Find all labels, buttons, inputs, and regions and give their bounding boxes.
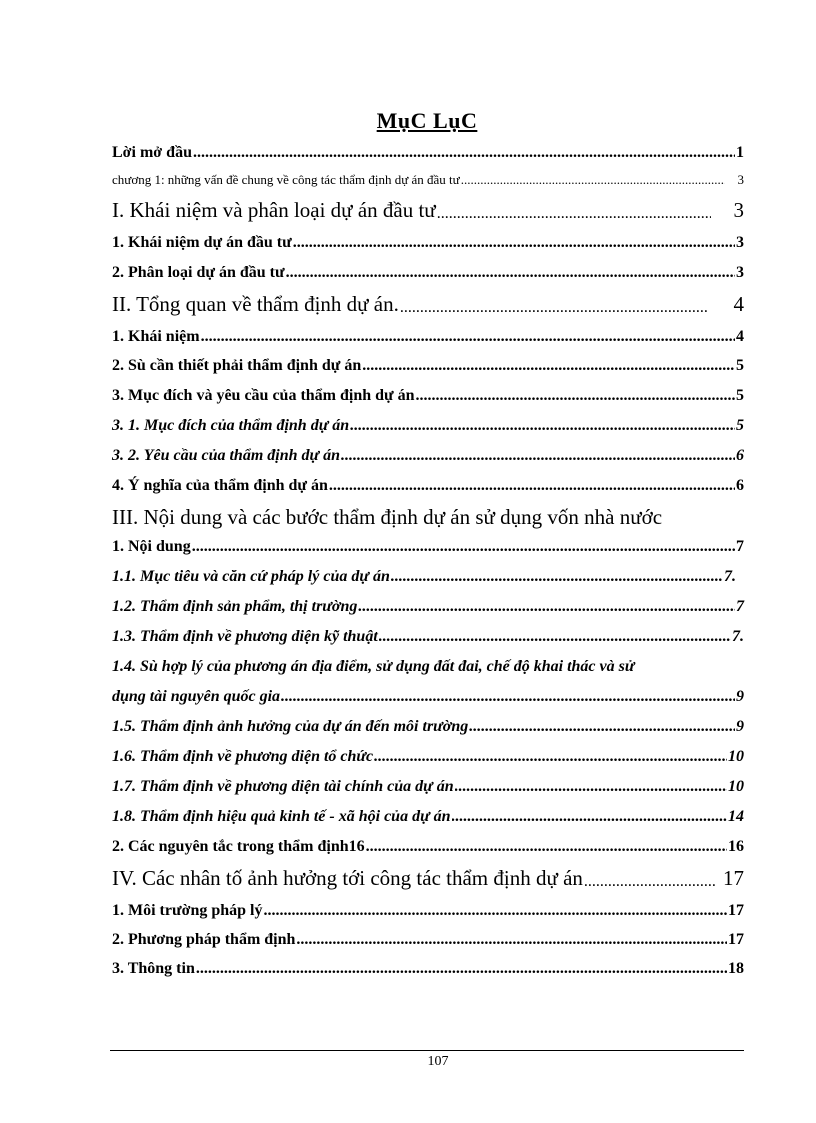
toc-entry-page: 6 [736,477,744,494]
toc-entry-label: 1.4. Sù hợp lý của phương án địa điểm, sử dụng đất đai, chế độ khai thác và sử [112,658,635,675]
toc-leader-dots [584,873,716,891]
toc-entry[interactable] [112,505,744,530]
toc-entry-continuation[interactable] [112,688,744,706]
footer-divider [110,1050,744,1051]
toc-entry[interactable] [112,292,744,317]
toc-entry-page: 4 [736,328,744,345]
toc-leader-dots [193,144,735,162]
page-title: MụC LụC [376,108,478,133]
toc-entry-page: 5 [736,387,744,404]
toc-entry-label: III. Nội dung và các bước thẩm định dự án sử dụng vốn nhà nước [112,505,663,529]
toc-entry-label: 1. Khái niệm [112,328,200,345]
toc-entry-label: 2. Sù cần thiết phải thẩm định dự án [112,357,362,374]
toc-entry-label: 3. Mục đích và yêu cầu của thẩm định dự án [112,387,415,404]
toc-entry[interactable] [112,198,744,223]
toc-entry-page: 7 [736,538,744,555]
toc-leader-dots [358,598,735,616]
toc-leader-dots [296,931,727,949]
toc-leader-dots [286,264,735,282]
page-number: 107 [427,1054,449,1069]
toc-leader-dots [455,778,727,796]
toc-entry-label: 2. Các nguyên tắc trong thẩm định16 [112,838,365,855]
toc-entry-page: 16 [728,838,744,855]
toc-entry-page: 17 [723,866,744,890]
toc-leader-dots [196,960,727,978]
toc-entry[interactable] [112,447,744,465]
toc-entry-label: chương 1: những vấn đề chung về công tác thẩm định dự án đầu tư [112,172,460,187]
toc-entry[interactable] [112,748,744,766]
toc-entry[interactable] [112,931,744,949]
toc-entry[interactable] [112,866,744,891]
toc-leader-dots [263,902,727,920]
toc-entry-page: 1 [736,144,744,161]
toc-leader-dots [416,387,735,405]
toc-entry-label: 2. Phân loại dự án đầu tư [112,264,285,281]
toc-leader-dots [281,688,735,706]
toc-entry[interactable] [112,234,744,252]
toc-entry-label: 1.8. Thẩm định hiệu quả kinh tế - xã hội của dự án [112,808,451,825]
toc-entry-page: 6 [736,447,744,464]
toc-leader-dots [452,808,727,826]
toc-entry-page: 3 [733,198,744,222]
toc-entry[interactable] [112,598,744,616]
toc-entry[interactable] [112,778,744,796]
toc-leader-dots [437,205,711,223]
toc-entry-label: 3. 2. Yêu cầu của thẩm định dự án [112,447,340,464]
toc-entry[interactable] [112,838,744,856]
toc-entry-label: IV. Các nhân tố ảnh hưởng tới công tác thẩm định dự án [112,866,583,890]
toc-entry-page: 9 [736,688,744,705]
toc-entry-label: 3. Thông tin [112,960,195,977]
toc-entry-page: 7 [736,598,744,615]
toc-entry[interactable] [112,718,744,736]
toc-leader-dots [350,417,735,435]
toc-entry[interactable] [112,357,744,375]
toc-entry-page: 3 [737,172,744,187]
toc-entry-label: 1.5. Thẩm định ảnh hưởng của dự án đến môi trường [112,718,469,735]
toc-entry-page: 3 [736,234,744,251]
toc-entry[interactable] [112,628,744,646]
toc-entry-page: 5 [736,417,744,434]
toc-entry-label: 1. Khái niệm dự án đầu tư [112,234,292,251]
toc-entry-label: 4. Ý nghĩa của thẩm định dự án [112,477,328,494]
toc-entry[interactable] [112,328,744,346]
toc-leader-dots [366,838,727,856]
toc-entry-page: 17 [728,931,744,948]
toc-entry-label: I. Khái niệm và phân loại dự án đầu tư [112,198,436,222]
toc-entry[interactable] [112,477,744,495]
toc-entry[interactable] [112,144,744,162]
toc-entry-label: 2. Phương pháp thẩm định [112,931,296,948]
toc-leader-dots [374,748,727,766]
toc-entry[interactable] [112,538,744,556]
toc-entry-page: 9 [736,718,744,735]
toc-entry[interactable] [112,387,744,405]
toc-entry[interactable] [112,960,744,978]
toc-entry[interactable] [112,172,744,188]
toc-entry-label: 1.7. Thẩm định về phương diện tài chính của dự án [112,778,454,795]
toc-entry-page: 3 [736,264,744,281]
toc-leader-dots [192,538,735,556]
toc-entry-label: 1. Nội dung [112,538,191,555]
toc-entry-page: 17 [728,902,744,919]
toc-entry-label: 1.1. Mục tiêu và căn cứ pháp lý của dự án [112,568,390,585]
toc-leader-dots [329,477,735,495]
toc-leader-dots [201,328,735,346]
toc-leader-dots [469,718,735,736]
toc-entry-label: 3. 1. Mục đích của thẩm định dự án [112,417,350,434]
toc-entry-page: 4 [733,292,744,316]
toc-entry-label: 1. Môi trường pháp lý [112,902,263,919]
toc-entry[interactable] [112,568,744,586]
toc-entry-label: Lời mở đầu [112,144,192,161]
toc-leader-dots [379,628,731,646]
toc-entry-page: 7. [732,628,744,645]
toc-entry-page: 18 [728,960,744,977]
toc-entry-page: 5 [736,357,744,374]
toc-entry[interactable] [112,417,744,435]
toc-leader-dots [293,234,735,252]
toc-entry[interactable] [112,902,744,920]
toc-leader-dots [461,172,725,188]
toc-entry-label: 1.6. Thẩm định về phương diện tổ chức [112,748,374,765]
toc-leader-dots [391,568,723,586]
toc-leader-dots [341,447,735,465]
toc-entry-page: 10 [728,778,744,795]
toc-entry-page: 10 [728,748,744,765]
toc-entry-label: 1.3. Thẩm định về phương diện kỹ thuật [112,628,378,645]
toc-entry-label: dụng tài nguyên quốc gia [112,688,281,705]
toc-leader-dots [400,299,707,317]
toc-entry[interactable] [112,808,744,826]
toc-entry-page: 14 [728,808,744,825]
toc-entry-label: 1.2. Thẩm định sản phẩm, thị trường [112,598,358,615]
toc-leader-dots [362,357,735,375]
toc-entry-page: 7. [724,568,736,585]
toc-entry-wrapped-line[interactable] [112,658,752,676]
toc-entry-label: II. Tổng quan về thẩm định dự án. [112,292,399,316]
toc-entry[interactable] [112,264,744,282]
